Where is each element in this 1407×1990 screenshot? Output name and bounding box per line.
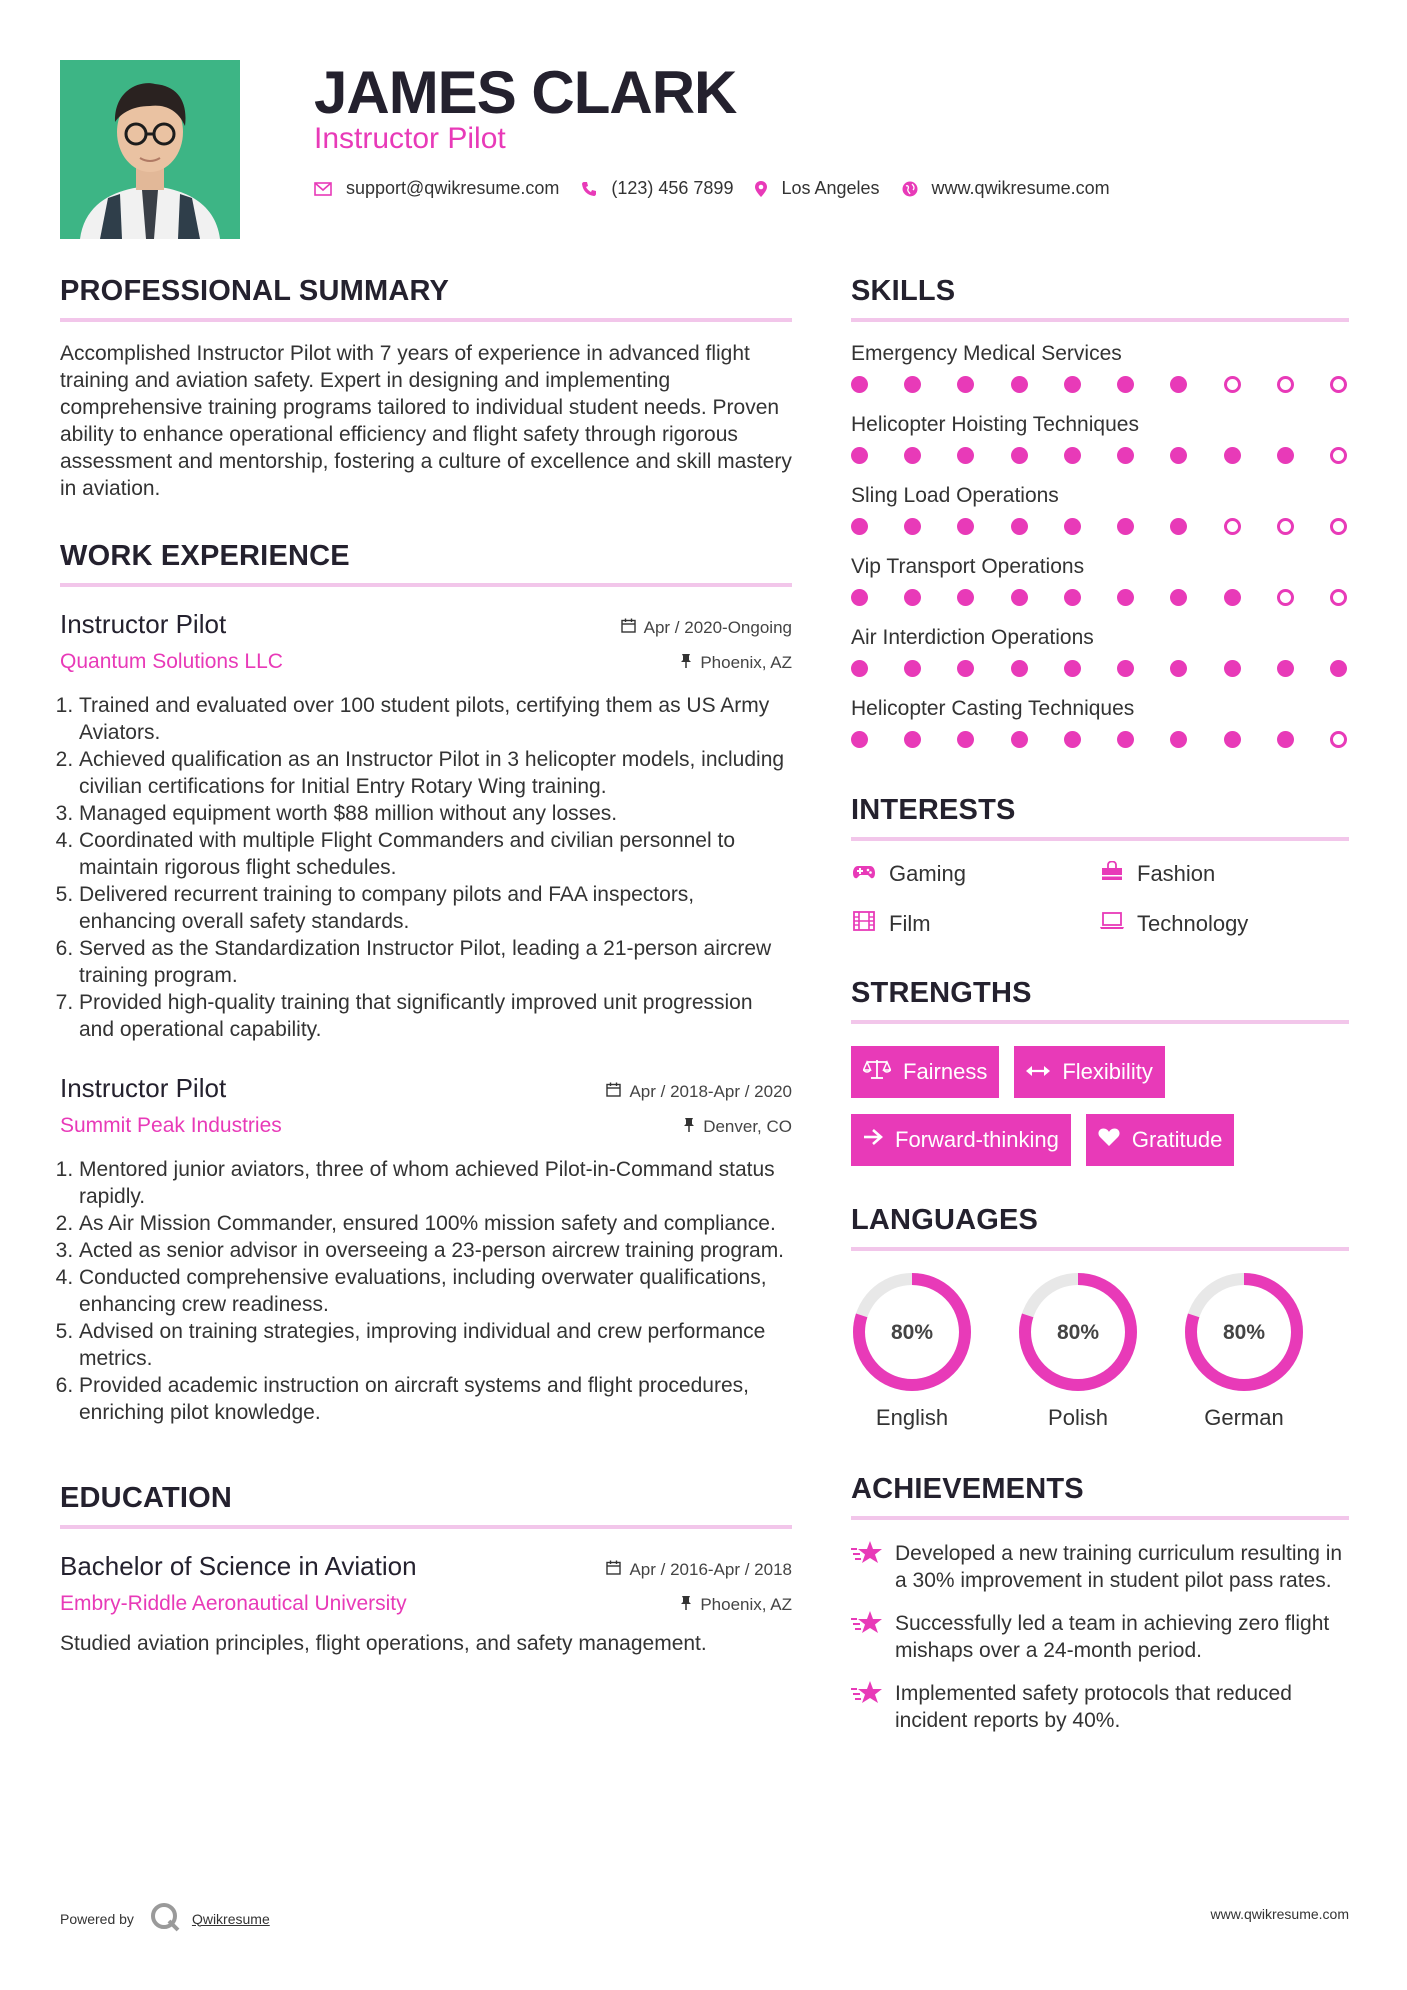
skill-dot-filled	[1224, 447, 1241, 464]
job-company: Quantum Solutions LLC	[60, 650, 283, 673]
interest-item	[851, 911, 1099, 937]
right-column	[851, 275, 1349, 1750]
skill-dot-filled	[904, 447, 921, 464]
contact-location-text: Los Angeles	[781, 178, 880, 198]
job-location-text: Denver, CO	[703, 1116, 792, 1136]
interests-grid	[851, 861, 1349, 937]
globe-icon	[902, 181, 918, 197]
skill-dot-filled	[1011, 447, 1028, 464]
skill-dot-filled	[904, 589, 921, 606]
skill-dot-empty	[1330, 376, 1347, 393]
skills-section	[851, 275, 1349, 748]
languages-section	[851, 1204, 1349, 1431]
skill-dot-filled	[1330, 660, 1347, 677]
strength-chip	[1014, 1046, 1164, 1098]
interest-label: Film	[889, 911, 931, 936]
education-heading: EDUCATION	[60, 1482, 792, 1529]
strength-label: Flexibility	[1062, 1059, 1153, 1084]
skill-dot-filled	[1224, 589, 1241, 606]
skill-name: Helicopter Casting Techniques	[851, 697, 1135, 720]
footer-powered-by	[60, 1902, 270, 1935]
job-bullet: 3. Managed equipment worth $88 million without any losses.	[79, 800, 792, 827]
skill-dot-filled	[1224, 660, 1241, 677]
job-bullet: 2. Achieved qualification as an Instructor Pilot in 3 helicopter models, including civilian certifications for Initial Entry Rotary Wing training.	[79, 746, 792, 800]
job-bullet: 2. As Air Mission Commander, ensured 100% mission safety and compliance.	[79, 1210, 792, 1237]
skill-dot-filled	[1170, 589, 1187, 606]
job-bullet: 3. Acted as senior advisor in overseeing a 23-person aircrew training program.	[79, 1237, 792, 1264]
skill-item	[851, 697, 1349, 748]
job-bullet: 5. Advised on training strategies, improving individual and crew performance metrics.	[79, 1318, 792, 1372]
pushpin-icon	[680, 1595, 692, 1614]
skill-dot-filled	[1011, 660, 1028, 677]
contact-website-text: www.qwikresume.com	[931, 178, 1110, 198]
contact-bar	[314, 178, 1132, 199]
skill-dot-filled	[1011, 376, 1028, 393]
interest-label: Technology	[1137, 911, 1249, 936]
achievement-item	[851, 1680, 1349, 1734]
skill-dot-filled	[851, 731, 868, 748]
candidate-name: JAMES CLARK	[314, 59, 737, 126]
job-location	[680, 653, 792, 673]
profile-photo	[60, 60, 240, 239]
phone-icon	[581, 181, 597, 197]
achievements-heading: ACHIEVEMENTS	[851, 1473, 1349, 1520]
job-title: Instructor Pilot	[60, 1073, 227, 1103]
job-company: Summit Peak Industries	[60, 1114, 282, 1137]
education-date	[606, 1560, 792, 1580]
achievement-item	[851, 1540, 1349, 1594]
skill-dot-filled	[1224, 731, 1241, 748]
skill-dot-filled	[1277, 447, 1294, 464]
job-bullet: 6. Provided academic instruction on aircraft systems and flight procedures, enriching pilot knowledge.	[79, 1372, 792, 1426]
skill-item	[851, 484, 1349, 535]
skill-dot-filled	[1277, 731, 1294, 748]
skill-dot-filled	[957, 731, 974, 748]
skill-dot-filled	[904, 731, 921, 748]
powered-by-label: Powered by	[60, 1910, 134, 1927]
skill-dot-filled	[1170, 660, 1187, 677]
skill-dot-empty	[1224, 518, 1241, 535]
skill-dot-empty	[1277, 589, 1294, 606]
skill-dot-filled	[1170, 376, 1187, 393]
strengths-heading: STRENGTHS	[851, 977, 1349, 1024]
star-icon	[851, 1540, 895, 1594]
language-name: Polish	[1048, 1405, 1108, 1430]
skill-dot-filled	[1117, 447, 1134, 464]
language-name: German	[1204, 1405, 1284, 1430]
map-pin-icon	[755, 181, 767, 197]
experience-heading: WORK EXPERIENCE	[60, 540, 792, 587]
education-school: Embry-Riddle Aeronautical University	[60, 1592, 407, 1615]
job-bullets	[60, 692, 792, 1043]
skill-dot-filled	[904, 376, 921, 393]
job-location-text: Phoenix, AZ	[700, 652, 792, 672]
skill-dot-filled	[957, 660, 974, 677]
education-location-text: Phoenix, AZ	[700, 1594, 792, 1614]
contact-phone-text: (123) 456 7899	[611, 178, 734, 198]
skill-dot-filled	[1011, 731, 1028, 748]
skill-dot-filled	[851, 589, 868, 606]
job-bullet: 4. Conducted comprehensive evaluations, including overwater qualifications, enhancing crew readiness.	[79, 1264, 792, 1318]
education-section	[60, 1482, 792, 1657]
skill-dot-filled	[1011, 518, 1028, 535]
language-percent: 80%	[890, 1321, 934, 1344]
language-ring	[851, 1271, 973, 1393]
strength-chip	[851, 1114, 1071, 1166]
skill-dot-filled	[1117, 518, 1134, 535]
heart-icon	[1098, 1127, 1120, 1153]
skill-name: Air Interdiction Operations	[851, 626, 1094, 649]
skill-dot-filled	[904, 660, 921, 677]
job-bullet: 6. Served as the Standardization Instructor Pilot, leading a 21-person aircrew training program.	[79, 935, 792, 989]
job-entry	[60, 609, 792, 1043]
languages-heading: LANGUAGES	[851, 1204, 1349, 1251]
strength-label: Fairness	[903, 1059, 988, 1084]
candidate-role: Instructor Pilot	[314, 122, 506, 155]
strength-label: Gratitude	[1131, 1127, 1223, 1152]
skill-item	[851, 342, 1349, 393]
skill-dot-filled	[1117, 376, 1134, 393]
gamepad-icon	[851, 863, 877, 886]
qwikresume-logo-icon	[150, 1902, 180, 1935]
arrows-horizontal-icon	[1026, 1061, 1050, 1084]
skill-name: Helicopter Hoisting Techniques	[851, 413, 1139, 436]
languages-list	[851, 1271, 1349, 1431]
skill-dot-filled	[851, 376, 868, 393]
skill-dot-filled	[1170, 518, 1187, 535]
skill-rating	[851, 376, 1347, 393]
calendar-icon	[606, 1560, 621, 1579]
pushpin-icon	[680, 653, 692, 672]
job-bullet: 5. Delivered recurrent training to company pilots and FAA inspectors, enhancing overall safety standards.	[79, 881, 792, 935]
strengths-list	[851, 1046, 1349, 1166]
footer-brand-link[interactable]: Qwikresume	[191, 1910, 270, 1927]
education-degree: Bachelor of Science in Aviation	[60, 1551, 417, 1581]
language-percent: 80%	[1222, 1321, 1266, 1344]
job-bullets	[60, 1156, 792, 1426]
interest-label: Fashion	[1137, 861, 1216, 886]
language-item	[1183, 1271, 1305, 1431]
skill-dot-filled	[904, 518, 921, 535]
experience-section	[60, 540, 792, 1426]
left-column	[60, 275, 792, 1657]
job-bullet: 4. Coordinated with multiple Flight Commanders and civilian personnel to maintain rigorous flight schedules.	[79, 827, 792, 881]
education-description: Studied aviation principles, flight operations, and safety management.	[60, 1632, 707, 1655]
skill-dot-empty	[1277, 376, 1294, 393]
arrow-right-icon	[863, 1128, 883, 1152]
skill-dot-empty	[1330, 447, 1347, 464]
contact-phone[interactable]	[581, 178, 733, 199]
scale-icon	[863, 1058, 891, 1086]
skill-rating	[851, 589, 1347, 606]
interest-label: Gaming	[889, 861, 967, 886]
skill-rating	[851, 660, 1347, 677]
interest-item	[1099, 861, 1347, 887]
skill-dot-filled	[1170, 447, 1187, 464]
skill-dot-filled	[1064, 731, 1081, 748]
contact-email[interactable]	[314, 178, 559, 199]
job-title: Instructor Pilot	[60, 609, 227, 639]
interest-item	[1099, 911, 1347, 937]
contact-website[interactable]	[902, 178, 1110, 199]
skill-dot-filled	[1117, 660, 1134, 677]
job-date	[621, 618, 792, 638]
achievement-text: Developed a new training curriculum resulting in a 30% improvement in student pilot pass rates.	[895, 1542, 1343, 1592]
achievements-section	[851, 1473, 1349, 1734]
skill-rating	[851, 447, 1347, 464]
skill-dot-filled	[1064, 518, 1081, 535]
calendar-icon	[621, 618, 636, 637]
skills-list	[851, 342, 1349, 748]
job-location	[683, 1117, 792, 1137]
skill-dot-filled	[1117, 731, 1134, 748]
skill-rating	[851, 518, 1347, 535]
skill-item	[851, 555, 1349, 606]
strength-label: Forward-thinking	[895, 1127, 1059, 1152]
skill-dot-filled	[957, 376, 974, 393]
summary-heading: PROFESSIONAL SUMMARY	[60, 275, 792, 322]
footer-website[interactable]: www.qwikresume.com	[1210, 1906, 1349, 1922]
skill-dot-filled	[1277, 660, 1294, 677]
education-date-text: Apr / 2016-Apr / 2018	[629, 1559, 792, 1579]
shopping-bag-icon	[1099, 861, 1125, 887]
skill-name: Sling Load Operations	[851, 484, 1059, 507]
education-location	[680, 1595, 792, 1615]
language-item	[851, 1271, 973, 1431]
skill-dot-filled	[1064, 589, 1081, 606]
language-name: English	[875, 1405, 949, 1430]
skill-name: Emergency Medical Services	[851, 342, 1122, 365]
skill-dot-filled	[851, 447, 868, 464]
calendar-icon	[606, 1082, 621, 1101]
interests-section	[851, 794, 1349, 937]
skill-dot-filled	[1064, 447, 1081, 464]
skill-dot-filled	[851, 518, 868, 535]
interest-item	[851, 861, 1099, 887]
skill-dot-empty	[1330, 589, 1347, 606]
achievement-item	[851, 1610, 1349, 1664]
star-icon	[851, 1610, 895, 1664]
skill-item	[851, 413, 1349, 464]
skill-dot-filled	[1117, 589, 1134, 606]
skill-dot-empty	[1224, 376, 1241, 393]
laptop-icon	[1099, 912, 1125, 936]
skill-dot-empty	[1330, 731, 1347, 748]
skill-dot-filled	[1170, 731, 1187, 748]
job-date-text: Apr / 2018-Apr / 2020	[629, 1081, 792, 1101]
skill-item	[851, 626, 1349, 677]
job-bullet: 1. Mentored junior aviators, three of whom achieved Pilot-in-Command status rapidly.	[79, 1156, 792, 1210]
skill-dot-filled	[957, 447, 974, 464]
strengths-section	[851, 977, 1349, 1166]
job-bullet: 1. Trained and evaluated over 100 student pilots, certifying them as US Army Aviators.	[79, 692, 792, 746]
skill-dot-filled	[957, 589, 974, 606]
skill-dot-filled	[1064, 376, 1081, 393]
language-ring	[1017, 1271, 1139, 1393]
achievement-text: Implemented safety protocols that reduced incident reports by 40%.	[895, 1682, 1292, 1732]
achievement-text: Successfully led a team in achieving zero flight mishaps over a 24-month period.	[895, 1612, 1330, 1662]
job-bullet: 7. Provided high-quality training that significantly improved unit progression and operational capability.	[79, 989, 792, 1043]
strength-chip	[1086, 1114, 1235, 1166]
job-date	[606, 1082, 792, 1102]
film-icon	[851, 911, 877, 937]
job-entry	[60, 1073, 792, 1426]
summary-section	[60, 275, 792, 502]
skill-dot-empty	[1330, 518, 1347, 535]
skills-heading: SKILLS	[851, 275, 1349, 322]
skill-dot-filled	[1011, 589, 1028, 606]
language-item	[1017, 1271, 1139, 1431]
skill-dot-empty	[1277, 518, 1294, 535]
language-ring	[1183, 1271, 1305, 1393]
job-date-text: Apr / 2020-Ongoing	[643, 617, 792, 637]
interests-heading: INTERESTS	[851, 794, 1349, 841]
contact-email-text: support@qwikresume.com	[346, 178, 560, 198]
pushpin-icon	[683, 1117, 695, 1136]
contact-location	[755, 178, 879, 199]
summary-text: Accomplished Instructor Pilot with 7 years of experience in advanced flight training and aviation safety. Expert in designing and implementing comprehensive training programs tailored to individual student needs. Proven ability to enhance operational efficiency and flight safety through rigorous assessment and mentorship, fostering a culture of excellence and skill mastery in aviation.	[60, 342, 792, 500]
skill-dot-filled	[957, 518, 974, 535]
skill-rating	[851, 731, 1347, 748]
envelope-icon	[314, 182, 332, 196]
skill-name: Vip Transport Operations	[851, 555, 1085, 578]
star-icon	[851, 1680, 895, 1734]
language-percent: 80%	[1056, 1321, 1100, 1344]
skill-dot-filled	[1064, 660, 1081, 677]
skill-dot-filled	[851, 660, 868, 677]
strength-chip	[851, 1046, 999, 1098]
